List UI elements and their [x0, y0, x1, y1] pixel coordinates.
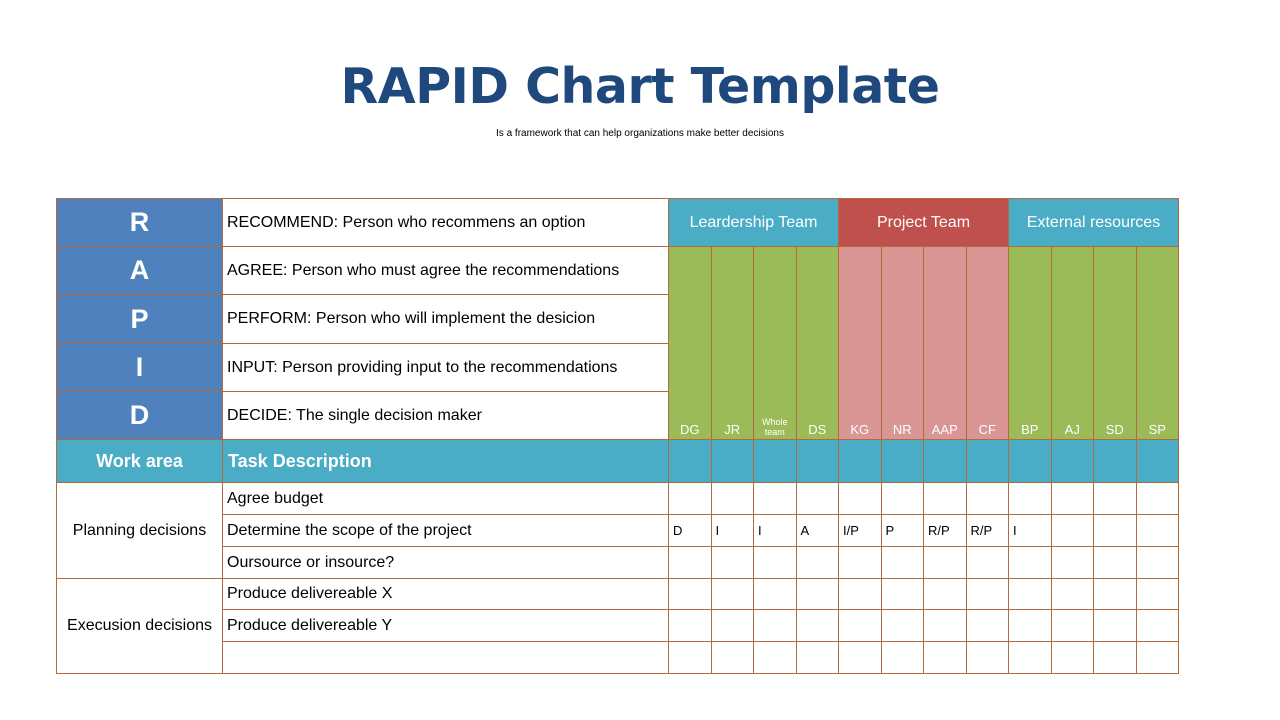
- assignment-cell: [669, 547, 712, 579]
- rapid-letter-p: P: [57, 295, 223, 344]
- assignment-cell: [1136, 483, 1179, 515]
- assignment-cell: [1094, 515, 1137, 547]
- member-sd: SD: [1094, 247, 1137, 440]
- rapid-letter-r: R: [57, 199, 223, 247]
- assignment-cell: I/P: [839, 515, 882, 547]
- rapid-letter-i: I: [57, 344, 223, 392]
- header-cell: [1009, 440, 1052, 483]
- task-description-header: Task Description: [223, 440, 669, 483]
- assignment-cell: [796, 610, 839, 642]
- assignment-cell: [1009, 547, 1052, 579]
- assignment-cell: [754, 642, 797, 674]
- assignment-cell: [924, 610, 967, 642]
- header-cell: [1136, 440, 1179, 483]
- member-whole-team: Whole team: [754, 247, 797, 440]
- assignment-cell: [1051, 642, 1094, 674]
- member-dg: DG: [669, 247, 712, 440]
- work-area-execution: Execusion decisions: [57, 579, 223, 674]
- assignment-cell: [881, 547, 924, 579]
- task-cell: Produce delivereable X: [223, 579, 669, 610]
- assignment-cell: [796, 547, 839, 579]
- header-cell: [966, 440, 1009, 483]
- assignment-cell: A: [796, 515, 839, 547]
- assignment-cell: [711, 642, 754, 674]
- assignment-cell: [1009, 642, 1052, 674]
- assignment-cell: [966, 642, 1009, 674]
- assignment-cell: [1094, 610, 1137, 642]
- assignment-cell: I: [754, 515, 797, 547]
- assignment-cell: [669, 579, 712, 610]
- assignment-cell: [1094, 579, 1137, 610]
- assignment-cell: [796, 483, 839, 515]
- assignment-cell: [1136, 579, 1179, 610]
- header-cell: [1051, 440, 1094, 483]
- work-area-header: Work area: [57, 440, 223, 483]
- assignment-cell: [839, 579, 882, 610]
- assignment-cell: [881, 642, 924, 674]
- header-cell: [754, 440, 797, 483]
- member-cf: CF: [966, 247, 1009, 440]
- assignment-cell: [924, 483, 967, 515]
- member-sp: SP: [1136, 247, 1179, 440]
- assignment-cell: [966, 579, 1009, 610]
- task-cell: Determine the scope of the project: [223, 515, 669, 547]
- rapid-definition-perform: PERFORM: Person who will implement the desicion: [223, 295, 669, 344]
- assignment-cell: P: [881, 515, 924, 547]
- group-project-team: Project Team: [839, 199, 1009, 247]
- assignment-cell: [966, 547, 1009, 579]
- table-row: [57, 642, 1179, 674]
- assignment-cell: [966, 483, 1009, 515]
- table-row: [57, 483, 1179, 515]
- assignment-cell: [1051, 579, 1094, 610]
- assignment-cell: [711, 547, 754, 579]
- member-ds: DS: [796, 247, 839, 440]
- table-row: [57, 547, 1179, 579]
- assignment-cell: I: [1009, 515, 1052, 547]
- assignment-cell: [881, 579, 924, 610]
- header-cell: [1094, 440, 1137, 483]
- assignment-cell: I: [711, 515, 754, 547]
- assignment-cell: [924, 579, 967, 610]
- header-cell: [711, 440, 754, 483]
- assignment-cell: [1009, 483, 1052, 515]
- page-title: RAPID Chart Template: [340, 58, 940, 115]
- rapid-definition-input: INPUT: Person providing input to the recommendations: [223, 344, 669, 392]
- assignment-cell: [1051, 610, 1094, 642]
- assignment-cell: [1009, 579, 1052, 610]
- assignment-cell: [1136, 515, 1179, 547]
- table-row: [57, 579, 1179, 610]
- header-cell: [669, 440, 712, 483]
- assignment-cell: [924, 642, 967, 674]
- assignment-cell: [1136, 642, 1179, 674]
- rapid-definition-decide: DECIDE: The single decision maker: [223, 392, 669, 440]
- assignment-cell: [966, 610, 1009, 642]
- assignment-cell: [1051, 547, 1094, 579]
- member-nr: NR: [881, 247, 924, 440]
- assignment-cell: [669, 610, 712, 642]
- assignment-cell: R/P: [924, 515, 967, 547]
- assignment-cell: [754, 483, 797, 515]
- assignment-cell: [711, 579, 754, 610]
- task-cell: Agree budget: [223, 483, 669, 515]
- assignment-cell: [839, 610, 882, 642]
- member-jr: JR: [711, 247, 754, 440]
- member-aap: AAP: [924, 247, 967, 440]
- member-aj: AJ: [1051, 247, 1094, 440]
- page-subtitle: Is a framework that can help organizations make better decisions: [496, 128, 784, 139]
- assignment-cell: [1094, 483, 1137, 515]
- assignment-cell: [669, 483, 712, 515]
- group-leadership-team: Leardership Team: [669, 199, 839, 247]
- rapid-letter-d: D: [57, 392, 223, 440]
- assignment-cell: [1051, 515, 1094, 547]
- rapid-letter-a: A: [57, 247, 223, 295]
- group-external-resources: External resources: [1009, 199, 1179, 247]
- header-cell: [839, 440, 882, 483]
- task-cell: Produce delivereable Y: [223, 610, 669, 642]
- assignment-cell: [711, 610, 754, 642]
- table-header-row: [57, 440, 1179, 483]
- assignment-cell: [754, 547, 797, 579]
- work-area-planning: Planning decisions: [57, 483, 223, 579]
- rapid-definition-recommend: RECOMMEND: Person who recommens an option: [223, 199, 669, 247]
- assignment-cell: [796, 579, 839, 610]
- assignment-cell: R/P: [966, 515, 1009, 547]
- assignment-cell: [924, 547, 967, 579]
- assignment-cell: [1136, 610, 1179, 642]
- header-cell: [796, 440, 839, 483]
- assignment-cell: [669, 642, 712, 674]
- assignment-cell: [796, 642, 839, 674]
- assignment-cell: [1051, 483, 1094, 515]
- task-cell: Oursource or insource?: [223, 547, 669, 579]
- assignment-cell: [839, 642, 882, 674]
- rapid-chart-table: [56, 198, 1179, 674]
- member-bp: BP: [1009, 247, 1052, 440]
- assignment-cell: [754, 579, 797, 610]
- assignment-cell: D: [669, 515, 712, 547]
- assignment-cell: [881, 610, 924, 642]
- rapid-definition-agree: AGREE: Person who must agree the recommendations: [223, 247, 669, 295]
- assignment-cell: [1094, 642, 1137, 674]
- header-cell: [924, 440, 967, 483]
- table-row: [57, 515, 1179, 547]
- assignment-cell: [839, 547, 882, 579]
- task-cell: [223, 642, 669, 674]
- assignment-cell: [1136, 547, 1179, 579]
- assignment-cell: [881, 483, 924, 515]
- assignment-cell: [754, 610, 797, 642]
- assignment-cell: [1009, 610, 1052, 642]
- assignment-cell: [1094, 547, 1137, 579]
- table-row: [57, 610, 1179, 642]
- header-cell: [881, 440, 924, 483]
- assignment-cell: [839, 483, 882, 515]
- member-kg: KG: [839, 247, 882, 440]
- assignment-cell: [711, 483, 754, 515]
